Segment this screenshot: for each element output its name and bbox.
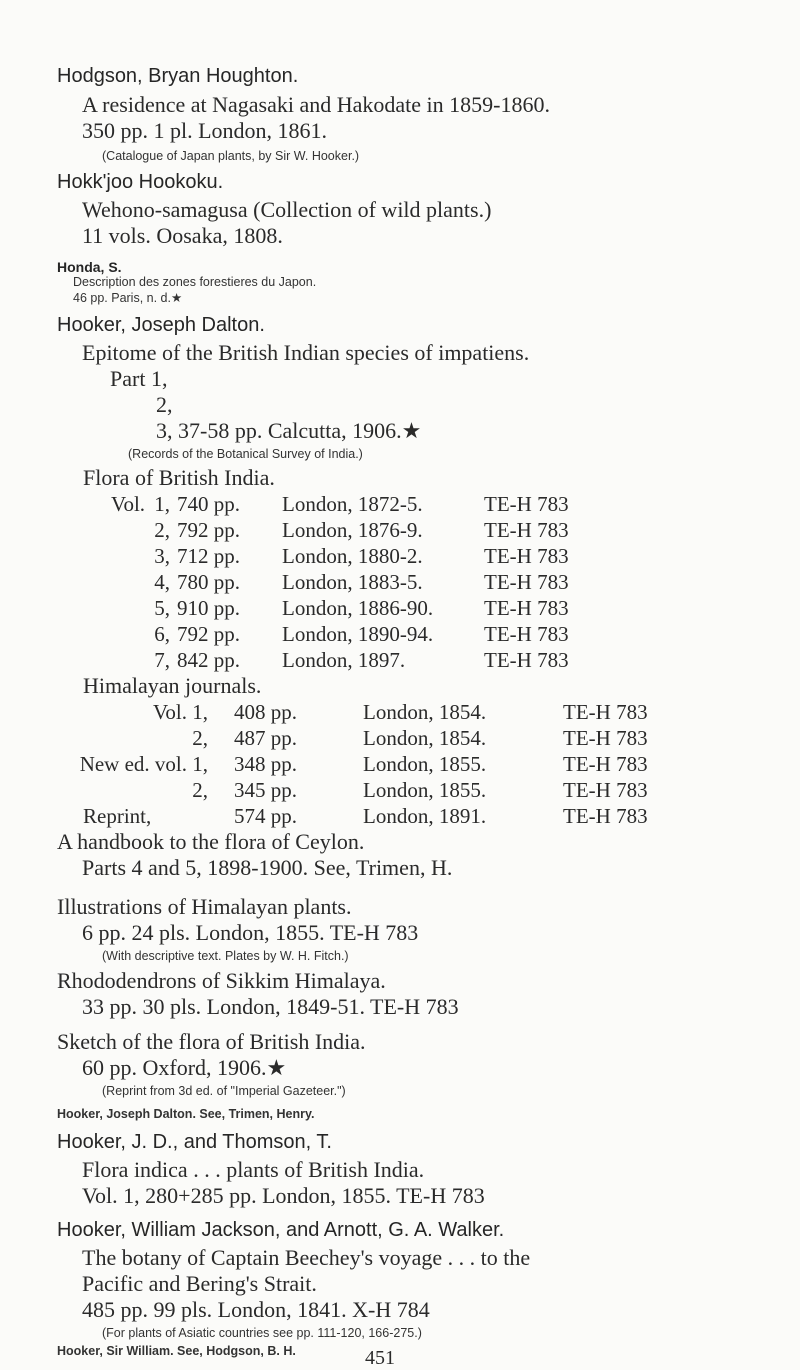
table-cell-place: London, 1855.	[363, 752, 487, 776]
table-cell-code: TE-H 783	[563, 778, 648, 802]
table-cell-place: London, 1890-94.	[282, 622, 434, 646]
table-cell-vol: 1,	[154, 492, 170, 516]
table-cell-code: TE-H 783	[563, 804, 648, 828]
entry-title: Flora indica . . . plants of British India.	[82, 1157, 425, 1182]
table-cell-pages: 348 pp.	[234, 752, 297, 776]
illustrations-details: 6 pp. 24 pls. London, 1855. TE-H 783	[82, 920, 419, 945]
entry-title-line-2: Pacific and Bering's Strait.	[82, 1271, 317, 1296]
table-cell-pages: 408 pp.	[234, 700, 297, 724]
table-cell-code: TE-H 783	[484, 544, 569, 568]
entry-heading-hokkjoo: Hokk'joo Hookoku.	[57, 171, 224, 193]
table-cell-pages: 842 pp.	[177, 648, 240, 672]
entry-details: 46 pp. Paris, n. d.★	[73, 291, 183, 305]
entry-details: 350 pp. 1 pl. London, 1861.	[82, 118, 328, 143]
table-cell-vol: Vol. 1,	[152, 700, 208, 724]
table-cell-pages: 792 pp.	[177, 622, 240, 646]
rhododendrons-details: 33 pp. 30 pls. London, 1849-51. TE-H 783	[82, 994, 459, 1019]
table-cell-vol: 6,	[154, 622, 170, 646]
illustrations-note: (With descriptive text. Plates by W. H. Fitch.)	[102, 949, 349, 963]
page-number: 451	[365, 1347, 395, 1369]
table-cell-code: TE-H 783	[484, 622, 569, 646]
table-cell-vol: 2,	[192, 726, 208, 750]
himalayan-title: Himalayan journals.	[83, 673, 262, 698]
table-cell-code: TE-H 783	[484, 518, 569, 542]
table-cell-code: TE-H 783	[484, 492, 569, 516]
sketch-title: Sketch of the flora of British India.	[57, 1029, 366, 1054]
ceylon-details: Parts 4 and 5, 1898-1900. See, Trimen, H.	[82, 855, 453, 880]
table-cell-place: London, 1886-90.	[282, 596, 434, 620]
impatiens-note: (Records of the Botanical Survey of India.)	[128, 447, 363, 461]
entry-heading-hooker-thomson: Hooker, J. D., and Thomson, T.	[57, 1131, 332, 1153]
entry-heading-hooker-arnott: Hooker, William Jackson, and Arnott, G. A. Walker.	[57, 1219, 505, 1241]
entry-heading-honda: Honda, S.	[57, 259, 122, 275]
see-also-trimen: Hooker, Joseph Dalton. See, Trimen, Henry.	[57, 1107, 315, 1121]
entry-details: Vol. 1, 280+285 pp. London, 1855. TE-H 783	[82, 1183, 485, 1208]
flora-title: Flora of British India.	[83, 465, 275, 490]
table-cell-place: London, 1891.	[363, 804, 487, 828]
table-cell-vol: New ed. vol. 1,	[79, 752, 208, 776]
entry-heading-hodgson: Hodgson, Bryan Houghton.	[57, 65, 299, 87]
table-cell-code: TE-H 783	[484, 648, 569, 672]
table-cell-pages: 574 pp.	[234, 804, 297, 828]
impatiens-part-1: Part 1,	[110, 366, 168, 391]
table-cell-pages: 345 pp.	[234, 778, 297, 802]
table-cell-pages: 487 pp.	[234, 726, 297, 750]
entry-note: (Catalogue of Japan plants, by Sir W. Hooker.)	[102, 149, 360, 163]
ceylon-title: A handbook to the flora of Ceylon.	[57, 829, 365, 854]
entry-title: Wehono-samagusa (Collection of wild plants.)	[82, 197, 492, 222]
table-cell-code: TE-H 783	[563, 752, 648, 776]
table-cell-code: TE-H 783	[484, 596, 569, 620]
impatiens-title: Epitome of the British Indian species of impatiens.	[82, 340, 530, 365]
sketch-note: (Reprint from 3d ed. of "Imperial Gazeteer.")	[102, 1084, 346, 1098]
vol-label: Vol.	[111, 492, 146, 516]
entry-details: 485 pp. 99 pls. London, 1841. X-H 784	[82, 1297, 430, 1322]
table-cell-vol: 3,	[154, 544, 170, 568]
table-cell-place: London, 1880-2.	[282, 544, 423, 568]
impatiens-part-2: 2,	[156, 392, 173, 417]
table-cell-vol: 2,	[192, 778, 208, 802]
sketch-details: 60 pp. Oxford, 1906.★	[82, 1055, 287, 1080]
rhododendrons-title: Rhododendrons of Sikkim Himalaya.	[57, 968, 386, 993]
table-cell-pages: 910 pp.	[177, 596, 240, 620]
table-cell-place: London, 1855.	[363, 778, 487, 802]
table-cell-vol: 7,	[154, 648, 170, 672]
table-cell-place: London, 1876-9.	[282, 518, 423, 542]
table-cell-vol: 4,	[154, 570, 170, 594]
table-cell-pages: 792 pp.	[177, 518, 240, 542]
table-cell-vol: Reprint,	[83, 804, 152, 828]
entry-note: (For plants of Asiatic countries see pp. 111-120, 166-275.)	[102, 1326, 422, 1340]
see-also-hodgson: Hooker, Sir William. See, Hodgson, B. H.	[57, 1344, 296, 1358]
table-cell-place: London, 1872-5.	[282, 492, 423, 516]
table-cell-code: TE-H 783	[484, 570, 569, 594]
table-cell-place: London, 1897.	[282, 648, 406, 672]
table-cell-pages: 780 pp.	[177, 570, 240, 594]
table-cell-code: TE-H 783	[563, 700, 648, 724]
impatiens-part-3: 3, 37-58 pp. Calcutta, 1906.★	[156, 418, 422, 443]
table-cell-vol: 5,	[154, 596, 170, 620]
entry-heading-hooker-jd: Hooker, Joseph Dalton.	[57, 314, 265, 336]
table-cell-code: TE-H 783	[563, 726, 648, 750]
table-cell-place: London, 1854.	[363, 726, 487, 750]
entry-title: Description des zones forestieres du Japon.	[73, 275, 317, 289]
table-cell-place: London, 1883-5.	[282, 570, 423, 594]
entry-title: A residence at Nagasaki and Hakodate in 1859-1860.	[82, 92, 550, 117]
table-cell-pages: 740 pp.	[177, 492, 240, 516]
table-cell-place: London, 1854.	[363, 700, 487, 724]
table-cell-vol: 2,	[154, 518, 170, 542]
illustrations-title: Illustrations of Himalayan plants.	[57, 894, 352, 919]
table-cell-pages: 712 pp.	[177, 544, 240, 568]
entry-details: 11 vols. Oosaka, 1808.	[82, 223, 283, 248]
entry-title-line-1: The botany of Captain Beechey's voyage . . . to the	[82, 1245, 531, 1270]
